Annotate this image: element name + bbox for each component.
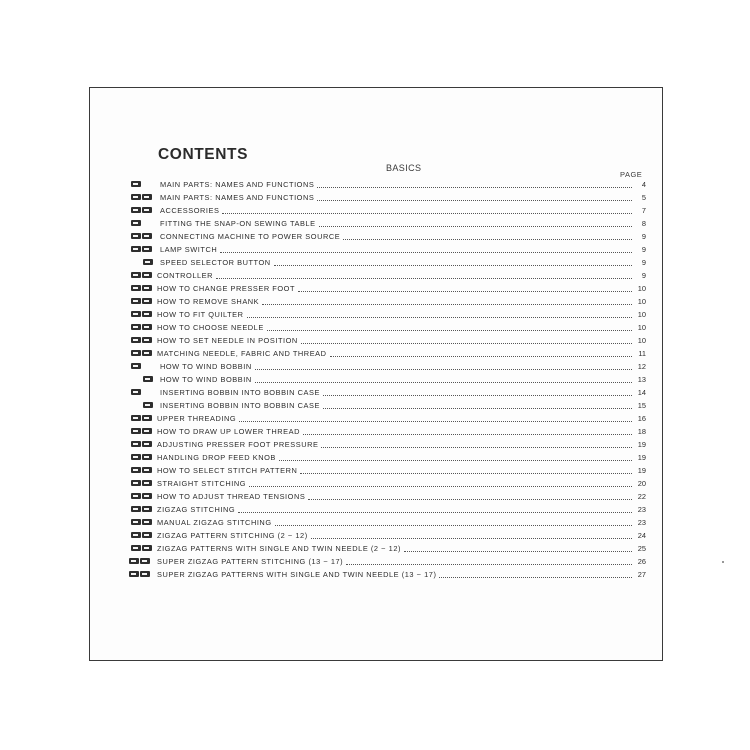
- book-icon: [131, 389, 141, 395]
- entry-title: HOW TO DRAW UP LOWER THREAD: [157, 427, 300, 436]
- entry-page-number: 23: [637, 505, 646, 514]
- toc-entry: [0, 179, 750, 191]
- dot-leader: [238, 512, 632, 513]
- book-icon: [131, 467, 141, 473]
- book-icon: [131, 298, 141, 304]
- toc-entry: [0, 348, 750, 360]
- dot-leader: [323, 408, 632, 409]
- book-icon: [131, 246, 141, 252]
- entry-page-number: 19: [637, 453, 646, 462]
- dot-leader: [439, 577, 632, 578]
- book-icon: [142, 415, 152, 421]
- entry-title: HOW TO FIT QUILTER: [157, 310, 244, 319]
- entry-title: MAIN PARTS: NAMES AND FUNCTIONS: [160, 193, 315, 202]
- entry-page-number: 16: [637, 414, 646, 423]
- book-icon: [142, 337, 152, 343]
- book-icon: [131, 181, 141, 187]
- entry-title: MAIN PARTS: NAMES AND FUNCTIONS: [160, 180, 315, 189]
- dot-leader: [247, 317, 632, 318]
- entry-title: CONNECTING MACHINE TO POWER SOURCE: [160, 232, 341, 241]
- entry-title: LAMP SWITCH: [160, 245, 218, 254]
- dot-leader: [311, 538, 632, 539]
- entry-title: FITTING THE SNAP-ON SEWING TABLE: [160, 219, 316, 228]
- book-icon: [142, 493, 152, 499]
- book-icon: [131, 272, 141, 278]
- entry-page-number: 9: [641, 232, 646, 241]
- section-heading: BASICS: [386, 163, 422, 173]
- book-icon: [131, 480, 141, 486]
- entry-page-number: 20: [637, 479, 646, 488]
- dot-leader: [275, 525, 632, 526]
- book-icon: [142, 545, 152, 551]
- book-icon: [131, 532, 141, 538]
- toc-entry: [0, 413, 750, 425]
- entry-title: ZIGZAG STITCHING: [157, 505, 236, 514]
- book-icon: [131, 324, 141, 330]
- entry-title: HOW TO REMOVE SHANK: [157, 297, 260, 306]
- book-icon: [142, 350, 152, 356]
- toc-entry: [0, 192, 750, 204]
- entry-page-number: 26: [637, 557, 646, 566]
- entry-page-number: 19: [637, 440, 646, 449]
- dot-leader: [343, 239, 632, 240]
- book-icon: [142, 506, 152, 512]
- toc-entry: [0, 426, 750, 438]
- book-icon: [142, 246, 152, 252]
- entry-title: HOW TO CHANGE PRESSER FOOT: [157, 284, 296, 293]
- dot-leader: [274, 265, 632, 266]
- entry-title: SPEED SELECTOR BUTTON: [160, 258, 271, 267]
- book-icon: [131, 350, 141, 356]
- entry-page-number: 14: [637, 388, 646, 397]
- book-icon: [143, 376, 153, 382]
- book-icon: [142, 480, 152, 486]
- entry-page-number: 8: [641, 219, 646, 228]
- dot-leader: [346, 564, 632, 565]
- book-icon: [131, 311, 141, 317]
- toc-entry: [0, 322, 750, 334]
- dot-leader: [267, 330, 632, 331]
- toc-entry: [0, 296, 750, 308]
- dot-leader: [222, 213, 632, 214]
- entry-title: SUPER ZIGZAG PATTERN STITCHING (13 ~ 17): [157, 557, 344, 566]
- toc-entry: [0, 530, 750, 542]
- entry-page-number: 27: [637, 570, 646, 579]
- book-icon: [129, 558, 139, 564]
- book-icon: [131, 545, 141, 551]
- entry-title: MATCHING NEEDLE, FABRIC AND THREAD: [157, 349, 327, 358]
- dot-leader: [255, 369, 632, 370]
- toc-entry: [0, 491, 750, 503]
- toc-entry: [0, 361, 750, 373]
- book-icon: [131, 454, 141, 460]
- dot-leader: [220, 252, 632, 253]
- book-icon: [131, 441, 141, 447]
- entry-title: HOW TO WIND BOBBIN: [160, 362, 252, 371]
- dot-leader: [321, 447, 632, 448]
- dot-leader: [279, 460, 632, 461]
- book-icon: [143, 259, 153, 265]
- book-icon: [142, 441, 152, 447]
- book-icon: [131, 493, 141, 499]
- book-icon: [142, 285, 152, 291]
- dot-leader: [300, 473, 632, 474]
- toc-entry: [0, 270, 750, 282]
- entry-page-number: 9: [641, 258, 646, 267]
- entry-title: ZIGZAG PATTERNS WITH SINGLE AND TWIN NEEDLE (2 ~ 12): [157, 544, 401, 553]
- book-icon: [131, 194, 141, 200]
- book-icon: [142, 311, 152, 317]
- entry-page-number: 25: [637, 544, 646, 553]
- toc-entry: [0, 205, 750, 217]
- page-column-header: PAGE: [620, 170, 643, 179]
- dot-leader: [308, 499, 632, 500]
- toc-entry: [0, 465, 750, 477]
- entry-page-number: 10: [637, 284, 646, 293]
- book-icon: [131, 363, 141, 369]
- dot-leader: [303, 434, 632, 435]
- entry-title: HANDLING DROP FEED KNOB: [157, 453, 276, 462]
- dot-leader: [323, 395, 632, 396]
- entry-title: SUPER ZIGZAG PATTERNS WITH SINGLE AND TWIN NEEDLE (13 ~ 17): [157, 570, 437, 579]
- scan-speck: [722, 561, 724, 563]
- entry-page-number: 10: [637, 323, 646, 332]
- entry-page-number: 10: [637, 297, 646, 306]
- book-icon: [142, 207, 152, 213]
- dot-leader: [317, 187, 632, 188]
- book-icon: [142, 428, 152, 434]
- entry-page-number: 13: [637, 375, 646, 384]
- toc-entry: [0, 478, 750, 490]
- entry-title: STRAIGHT STITCHING: [157, 479, 247, 488]
- entry-page-number: 10: [637, 336, 646, 345]
- toc-entry: [0, 231, 750, 243]
- entry-page-number: 4: [641, 180, 646, 189]
- entry-title: INSERTING BOBBIN INTO BOBBIN CASE: [160, 401, 320, 410]
- entry-title: HOW TO ADJUST THREAD TENSIONS: [157, 492, 306, 501]
- dot-leader: [216, 278, 632, 279]
- book-icon: [131, 415, 141, 421]
- entry-page-number: 24: [637, 531, 646, 540]
- entry-title: INSERTING BOBBIN INTO BOBBIN CASE: [160, 388, 320, 397]
- dot-leader: [239, 421, 632, 422]
- entry-page-number: 11: [638, 349, 646, 358]
- toc-entry: [0, 283, 750, 295]
- book-icon: [140, 558, 150, 564]
- entry-title: CONTROLLER: [157, 271, 214, 280]
- toc-entry: [0, 452, 750, 464]
- toc-entry: [0, 257, 750, 269]
- entry-title: MANUAL ZIGZAG STITCHING: [157, 518, 272, 527]
- toc-entry: [0, 387, 750, 399]
- book-icon: [131, 233, 141, 239]
- entry-page-number: 12: [637, 362, 646, 371]
- book-icon: [129, 571, 139, 577]
- book-icon: [142, 519, 152, 525]
- dot-leader: [298, 291, 632, 292]
- book-icon: [131, 220, 141, 226]
- entry-title: HOW TO SET NEEDLE IN POSITION: [157, 336, 298, 345]
- book-icon: [142, 532, 152, 538]
- entry-page-number: 5: [641, 193, 646, 202]
- dot-leader: [301, 343, 632, 344]
- dot-leader: [262, 304, 632, 305]
- book-icon: [142, 272, 152, 278]
- toc-entry: [0, 244, 750, 256]
- entry-page-number: 23: [637, 518, 646, 527]
- entry-page-number: 19: [637, 466, 646, 475]
- toc-entry: [0, 504, 750, 516]
- book-icon: [131, 506, 141, 512]
- book-icon: [142, 298, 152, 304]
- entry-title: ZIGZAG PATTERN STITCHING (2 ~ 12): [157, 531, 308, 540]
- entry-title: ADJUSTING PRESSER FOOT PRESSURE: [157, 440, 319, 449]
- entry-title: HOW TO CHOOSE NEEDLE: [157, 323, 264, 332]
- toc-entry: [0, 439, 750, 451]
- entry-page-number: 9: [641, 245, 646, 254]
- page-title: CONTENTS: [158, 146, 249, 163]
- toc-entry: [0, 543, 750, 555]
- book-icon: [142, 467, 152, 473]
- book-icon: [131, 207, 141, 213]
- book-icon: [131, 428, 141, 434]
- toc-entry: [0, 309, 750, 321]
- entry-page-number: 9: [641, 271, 646, 280]
- book-icon: [142, 324, 152, 330]
- toc-entry: [0, 556, 750, 568]
- toc-entry: [0, 400, 750, 412]
- book-icon: [131, 285, 141, 291]
- dot-leader: [330, 356, 632, 357]
- entry-title: UPPER THREADING: [157, 414, 237, 423]
- book-icon: [131, 519, 141, 525]
- book-icon: [142, 233, 152, 239]
- book-icon: [142, 454, 152, 460]
- entry-page-number: 22: [637, 492, 646, 501]
- entry-page-number: 10: [637, 310, 646, 319]
- toc-entry: [0, 569, 750, 581]
- entry-title: ACCESSORIES: [160, 206, 220, 215]
- dot-leader: [319, 226, 632, 227]
- toc-entry: [0, 218, 750, 230]
- dot-leader: [255, 382, 632, 383]
- dot-leader: [404, 551, 632, 552]
- entry-page-number: 18: [637, 427, 646, 436]
- book-icon: [140, 571, 150, 577]
- toc-entry: [0, 335, 750, 347]
- entry-title: HOW TO WIND BOBBIN: [160, 375, 252, 384]
- dot-leader: [317, 200, 632, 201]
- book-icon: [131, 337, 141, 343]
- book-icon: [142, 194, 152, 200]
- entry-page-number: 7: [641, 206, 646, 215]
- dot-leader: [249, 486, 632, 487]
- toc-entry: [0, 517, 750, 529]
- entry-title: HOW TO SELECT STITCH PATTERN: [157, 466, 298, 475]
- toc-entry: [0, 374, 750, 386]
- book-icon: [143, 402, 153, 408]
- entry-page-number: 15: [637, 401, 646, 410]
